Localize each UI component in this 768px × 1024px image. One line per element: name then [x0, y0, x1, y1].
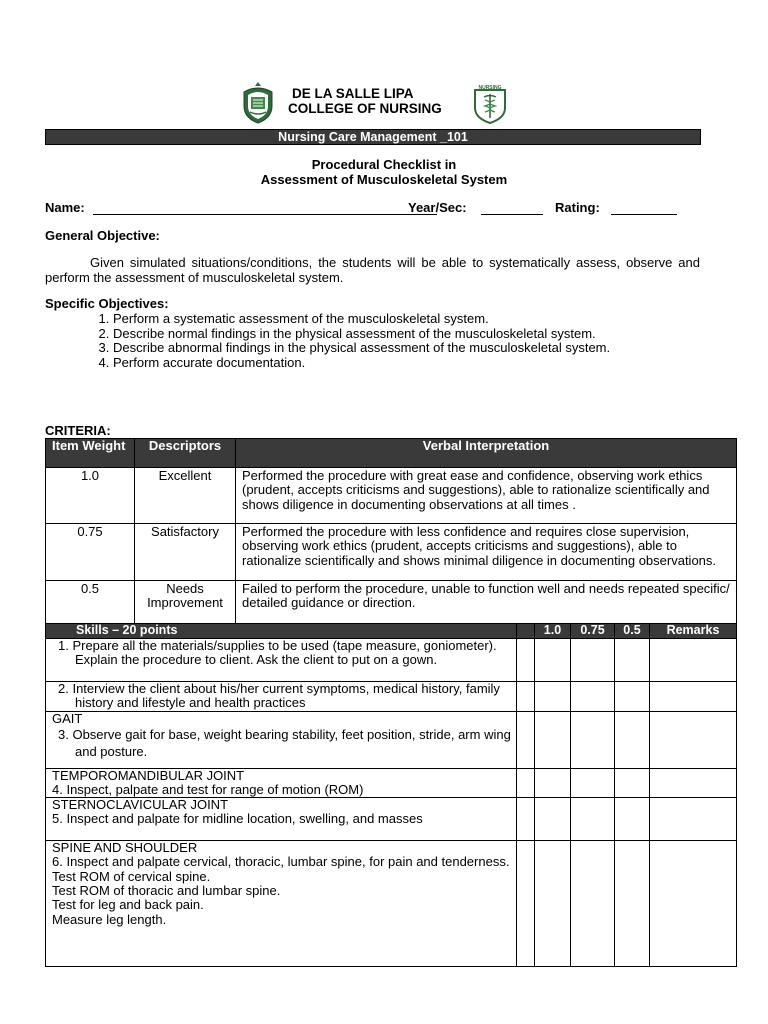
skill-line: Test ROM of thoracic and lumbar spine.	[52, 883, 281, 899]
specific-objectives-label: Specific Objectives:	[45, 296, 169, 311]
criteria-weight: 0.5	[46, 581, 135, 624]
table-row	[46, 639, 737, 682]
skills-header-title: Skills – 20 points	[46, 624, 517, 639]
skill-description	[46, 639, 517, 682]
table-row	[46, 798, 737, 841]
skill-description	[46, 841, 517, 967]
remarks-cell[interactable]	[650, 639, 737, 682]
name-field[interactable]	[93, 214, 437, 215]
skill-description	[46, 711, 517, 768]
criteria-descriptor: Satisfactory	[135, 524, 236, 581]
name-label: Name:	[45, 200, 85, 215]
score-cell[interactable]	[517, 682, 535, 712]
document-title-line1: Procedural Checklist in	[311, 157, 457, 172]
school-name-line2: COLLEGE OF NURSING	[288, 101, 442, 116]
skill-description	[46, 682, 517, 712]
specific-objective-item: 3. Describe abnormal findings in the physical assessment of the musculoskeletal system.	[113, 341, 753, 356]
skill-heading: GAIT	[52, 710, 83, 726]
score-cell[interactable]	[517, 798, 535, 841]
table-row	[46, 711, 737, 768]
score-cell[interactable]	[517, 841, 535, 967]
skills-header-score-05: 0.5	[615, 624, 650, 639]
score-cell[interactable]	[615, 798, 650, 841]
table-row	[46, 581, 737, 624]
score-cell[interactable]	[571, 682, 615, 712]
score-cell[interactable]	[535, 639, 571, 682]
score-cell[interactable]	[615, 841, 650, 967]
document-header	[240, 82, 520, 126]
score-cell[interactable]	[571, 639, 615, 682]
general-objective-label: General Objective:	[45, 228, 160, 243]
score-cell[interactable]	[571, 711, 615, 768]
skill-line: 5. Inspect and palpate for midline location, swelling, and masses	[52, 811, 423, 827]
criteria-weight: 1.0	[46, 468, 135, 524]
skill-description	[46, 798, 517, 841]
skill-line: Test ROM of cervical spine.	[52, 868, 211, 884]
specific-objectives-list	[45, 312, 753, 370]
score-cell[interactable]	[535, 798, 571, 841]
criteria-header-item-weight: Item Weight	[46, 439, 135, 468]
score-cell[interactable]	[517, 711, 535, 768]
year-sec-label: Year/Sec:	[408, 200, 467, 215]
rating-field[interactable]	[611, 214, 677, 215]
score-cell[interactable]	[615, 711, 650, 768]
nursing-logo-icon	[472, 84, 508, 124]
nursing-logo-text: NURSING	[478, 85, 502, 91]
skills-header-blank	[517, 624, 535, 639]
specific-objective-item: 4. Perform accurate documentation.	[113, 356, 753, 371]
score-cell[interactable]	[517, 768, 535, 798]
skill-line: 6. Inspect and palpate cervical, thoracic, lumbar spine, for pain and tenderness.	[52, 854, 510, 870]
specific-objective-item: 2. Describe normal findings in the physical assessment of the musculoskeletal system.	[113, 327, 753, 342]
table-row	[46, 468, 737, 524]
score-cell[interactable]	[571, 841, 615, 967]
remarks-cell[interactable]	[650, 768, 737, 798]
table-row	[46, 524, 737, 581]
student-info-fields	[45, 200, 705, 218]
skills-header-score-1: 1.0	[535, 624, 571, 639]
school-seal-icon	[240, 82, 276, 124]
criteria-header-verbal-interpretation: Verbal Interpretation	[236, 439, 737, 468]
score-cell[interactable]	[615, 768, 650, 798]
score-cell[interactable]	[535, 711, 571, 768]
course-title-bar: Nursing Care Management _101	[45, 129, 701, 145]
remarks-cell[interactable]	[650, 841, 737, 967]
criteria-interpretation: Performed the procedure with great ease and confidence, observing work ethics (prudent, accepts criticisms and suggestions), able to rationalize scientifically and shows diligence in documenting observations at all times .	[236, 468, 737, 524]
remarks-cell[interactable]	[650, 682, 737, 712]
document-title-line2: Assessment of Musculoskeletal System	[260, 172, 508, 187]
score-cell[interactable]	[535, 682, 571, 712]
skill-line: 3. Observe gait for base, weight bearing stability, feet position, stride, arm wing and posture.	[58, 726, 511, 759]
skill-description	[46, 768, 517, 798]
score-cell[interactable]	[571, 798, 615, 841]
skill-line: 4. Inspect, palpate and test for range of motion (ROM)	[52, 781, 364, 797]
remarks-cell[interactable]	[650, 711, 737, 768]
criteria-weight: 0.75	[46, 524, 135, 581]
school-name	[288, 86, 442, 116]
year-sec-field[interactable]	[481, 214, 543, 215]
criteria-descriptor: Needs Improvement	[135, 581, 236, 624]
skills-header-score-075: 0.75	[571, 624, 615, 639]
skill-heading: STERNOCLAVICULAR JOINT	[52, 797, 229, 813]
criteria-label: CRITERIA:	[45, 423, 111, 438]
criteria-interpretation: Performed the procedure with less confidence and requires close supervision, observing work ethics (prudent, accepts criticisms and suggestions), able to rationalize scientifically and shows minimal diligence in documenting observations.	[236, 524, 737, 581]
criteria-header-row	[46, 439, 737, 468]
score-cell[interactable]	[535, 841, 571, 967]
score-cell[interactable]	[535, 768, 571, 798]
criteria-interpretation: Failed to perform the procedure, unable to function well and needs repeated specific/ detailed guidance or direction.	[236, 581, 737, 624]
skill-line: 1. Prepare all the materials/supplies to be used (tape measure, goniometer). Explain the procedure to client. Ask the client to put on a gown.	[58, 638, 497, 668]
school-name-line1: DE LA SALLE LIPA	[292, 86, 414, 101]
criteria-descriptor: Excellent	[135, 468, 236, 524]
skills-table	[45, 623, 737, 967]
specific-objective-item: 1. Perform a systematic assessment of the musculoskeletal system.	[113, 312, 753, 327]
remarks-cell[interactable]	[650, 798, 737, 841]
table-row	[46, 682, 737, 712]
skill-line: Test for leg and back pain.	[52, 897, 204, 913]
score-cell[interactable]	[517, 639, 535, 682]
skill-line: Measure leg length.	[52, 911, 167, 927]
table-row	[46, 841, 737, 967]
skill-line: 2. Interview the client about his/her current symptoms, medical history, family history and lifestyle and health practices	[58, 681, 500, 711]
skill-heading: TEMPOROMANDIBULAR JOINT	[52, 767, 245, 783]
skills-header-remarks: Remarks	[650, 624, 737, 639]
skill-heading: SPINE AND SHOULDER	[52, 840, 198, 856]
score-cell[interactable]	[615, 682, 650, 712]
criteria-header-descriptors: Descriptors	[135, 439, 236, 468]
score-cell[interactable]	[615, 639, 650, 682]
general-objective-text: Given simulated situations/conditions, the students will be able to systematically assess, observe and perform the assessment of musculoskeletal system.	[45, 255, 700, 285]
table-row	[46, 768, 737, 798]
skills-header-row	[46, 624, 737, 639]
score-cell[interactable]	[571, 768, 615, 798]
rating-label: Rating:	[555, 200, 600, 215]
criteria-table	[45, 438, 737, 624]
